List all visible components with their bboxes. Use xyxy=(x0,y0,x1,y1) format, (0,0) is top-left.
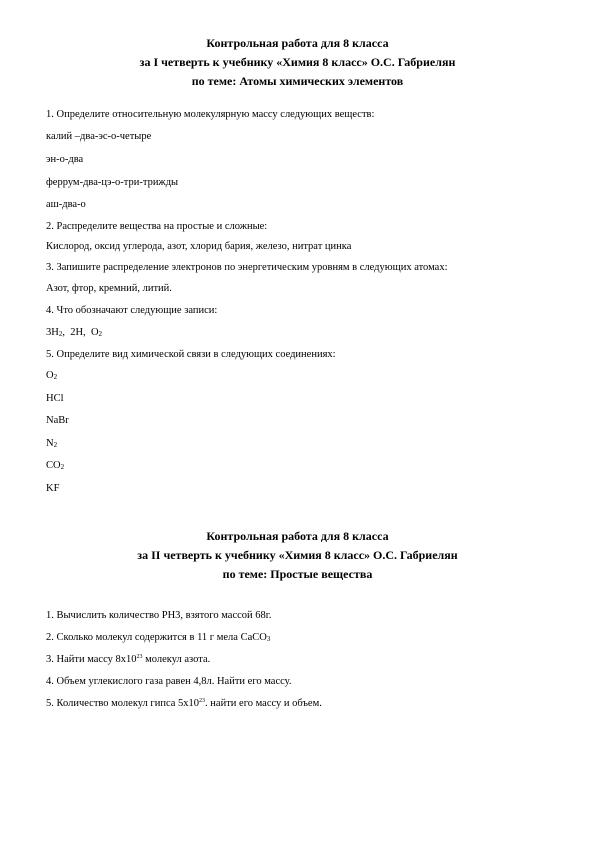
compound: N xyxy=(46,438,54,449)
s1-question-2: 2. Распределите вещества на простые и сложные: xyxy=(46,221,268,232)
section2-title-line3: по теме: Простые вещества xyxy=(222,567,373,581)
formula-c: O xyxy=(90,327,99,338)
s1-q5-item xyxy=(46,370,57,382)
compound-sub: 2 xyxy=(60,463,65,471)
s1-q5-item xyxy=(46,438,57,450)
s1-question-5: 5. Определите вид химической связи в следующих соединениях: xyxy=(46,349,336,360)
s1-question-4: 4. Что обозначают следующие записи: xyxy=(46,305,218,316)
s1-q4-formulas xyxy=(46,327,102,339)
s2-q3-pre: 3. Найти массу 8х10 xyxy=(46,654,137,665)
compound: CO xyxy=(46,460,61,471)
s2-q3-sup: 23 xyxy=(136,654,143,660)
section1-title-line3: по теме: Атомы химических элементов xyxy=(191,74,404,88)
formula-b: 2H, xyxy=(70,327,86,338)
s1-question-1: 1. Определите относительную молекулярную массу следующих веществ: xyxy=(46,109,375,120)
s2-question-5 xyxy=(46,698,322,711)
s1-q5-item xyxy=(46,415,69,427)
section1-title-line2: за I четверть к учебнику «Химия 8 класс» О.С. Габриелян xyxy=(139,55,456,69)
s2-q5-sup: 23 xyxy=(199,698,206,704)
s2-question-4: 4. Объем углекислого газа равен 4,8л. Найти его массу. xyxy=(46,676,292,687)
s1-q1-item: аш-два-о xyxy=(46,199,86,210)
section2-title-line2: за II четверть к учебнику «Химия 8 класс» О.С. Габриелян xyxy=(137,548,458,562)
compound-sub: 2 xyxy=(53,373,58,381)
section2-title-line1: Контрольная работа для 8 класса xyxy=(206,529,389,543)
s2-question-1: 1. Вычислить количество PH3, взятого массой 68г. xyxy=(46,610,272,621)
section1-title-line1: Контрольная работа для 8 класса xyxy=(206,36,389,50)
s1-q2-answer: Кислород, оксид углерода, азот, хлорид бария, железо, нитрат цинка xyxy=(46,241,352,252)
s1-q1-item: эн-о-два xyxy=(46,154,84,165)
s2-q2-sub: 3 xyxy=(266,635,271,643)
s2-q2-text: 2. Сколько молекул содержится в 11 г мела CaCO xyxy=(46,632,267,643)
formula-a-sub: 2 xyxy=(58,330,63,338)
formula-c-sub: 2 xyxy=(98,330,103,338)
s1-q5-item xyxy=(46,393,64,405)
compound-sub: 2 xyxy=(53,441,58,449)
s2-question-3 xyxy=(46,654,210,667)
s1-q5-item xyxy=(46,483,59,495)
formula-sep1: , xyxy=(62,327,71,338)
s1-question-3: 3. Запишите распределение электронов по энергетическим уровням в следующих атомах: xyxy=(46,262,448,273)
s1-q1-item: калий –два-эс-о-четыре xyxy=(46,131,152,142)
compound: O xyxy=(46,370,54,381)
formula-a: 3H xyxy=(46,327,59,338)
s1-q1-item: феррум-два-цэ-о-три-трижды xyxy=(46,177,179,188)
s2-q5-pre: 5. Количество молекул гипса 5х10 xyxy=(46,698,200,709)
compound: HCl xyxy=(46,393,64,404)
compound: NaBr xyxy=(46,415,69,426)
s1-q3-answer: Азот, фтор, кремний, литий. xyxy=(46,283,172,294)
s2-q3-post: молекул азота. xyxy=(142,654,211,665)
s2-q5-post: . найти его массу и объем. xyxy=(205,698,322,709)
s2-question-2 xyxy=(46,632,270,644)
compound: KF xyxy=(46,483,60,494)
s1-q5-item xyxy=(46,460,64,472)
